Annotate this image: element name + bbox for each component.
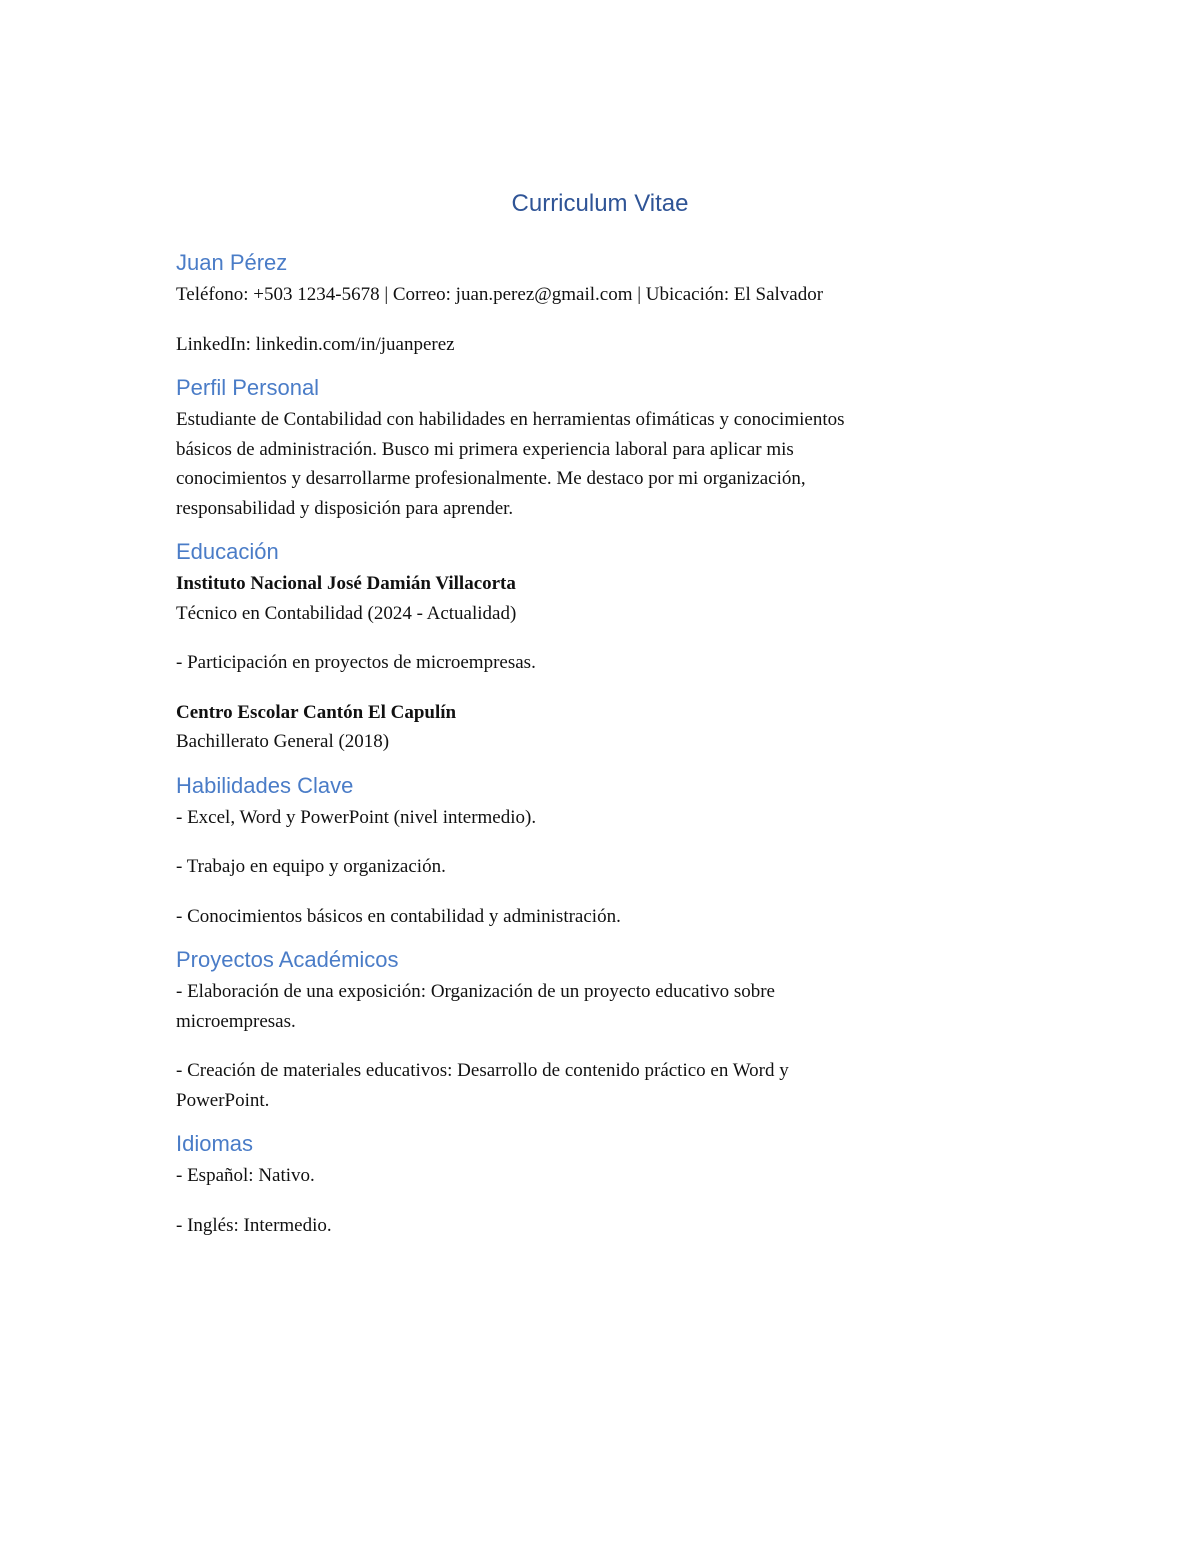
education-institution: Centro Escolar Cantón El Capulín [176, 701, 457, 723]
section-heading-profile: Perfil Personal [176, 375, 320, 400]
section-heading-skills: Habilidades Clave [176, 772, 354, 798]
document-title: Curriculum Vitae [511, 190, 689, 217]
project-item-line: PowerPoint. [176, 1089, 270, 1111]
candidate-name: Juan Pérez [176, 250, 288, 275]
project-item-line: - Creación de materiales educativos: Desarrollo de contenido práctico en Word y [176, 1060, 789, 1081]
education-degree: Técnico en Contabilidad (2024 - Actualidad) [176, 602, 517, 624]
section-heading-projects: Proyectos Académicos [176, 947, 399, 972]
section-heading-education: Educación [176, 539, 279, 564]
profile-line: básicos de administración. Busco mi primera experiencia laboral para aplicar mis [176, 438, 794, 460]
education-degree: Bachillerato General (2018) [176, 731, 390, 752]
project-item-line: - Elaboración de una exposición: Organización de un proyecto educativo sobre [176, 981, 775, 1002]
skill-item: - Conocimientos básicos en contabilidad y administración. [176, 905, 621, 927]
profile-line: Estudiante de Contabilidad con habilidades en herramientas ofimáticas y conocimientos [176, 409, 845, 430]
linkedin-line: LinkedIn: linkedin.com/in/juanperez [176, 333, 455, 355]
language-item: - Inglés: Intermedio. [176, 1214, 332, 1236]
project-item-line: microempresas. [176, 1010, 296, 1032]
education-institution: Instituto Nacional José Damián Villacorta [176, 573, 516, 594]
education-note: - Participación en proyectos de microempresas. [176, 652, 536, 673]
profile-line: conocimientos y desarrollarme profesionalmente. Me destaco por mi organización, [176, 468, 806, 489]
language-item: - Español: Nativo. [176, 1165, 315, 1186]
document-body [176, 246, 996, 1240]
section-heading-languages: Idiomas [176, 1131, 254, 1156]
profile-line: responsabilidad y disposición para aprender. [176, 497, 514, 519]
skill-item: - Trabajo en equipo y organización. [176, 856, 446, 877]
skill-item: - Excel, Word y PowerPoint (nivel intermedio). [176, 806, 537, 828]
contact-line: Teléfono: +503 1234-5678 | Correo: juan.perez@gmail.com | Ubicación: El Salvador [176, 284, 824, 305]
